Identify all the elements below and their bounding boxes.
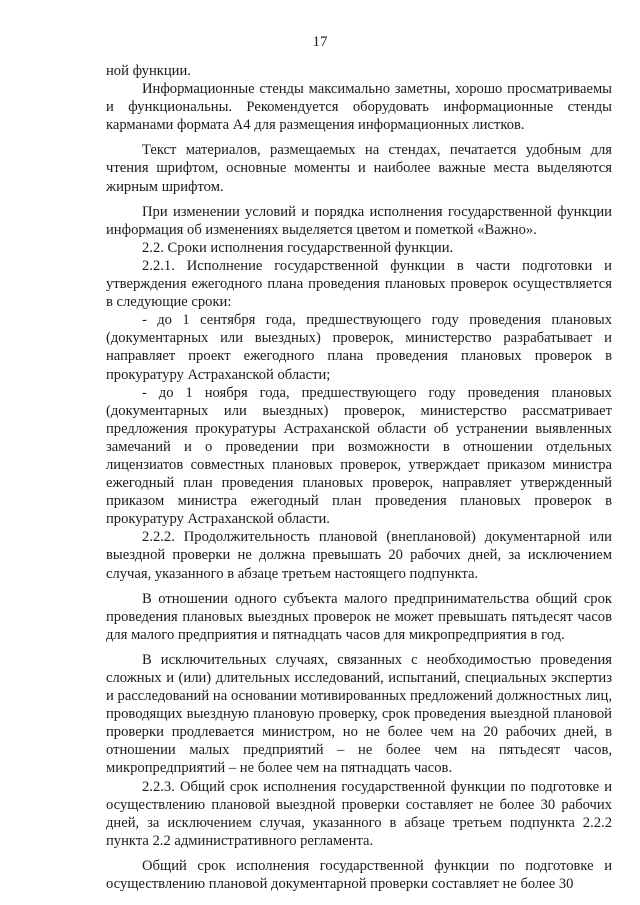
paragraph: В отношении одного субъекта малого предпринимательства общий срок проведения плановых выездных проверок не может превышать пятьдесят часов для малого предприятия и пятнадцать часов для микропредприятия в год.	[106, 590, 612, 643]
paragraph: Общий срок исполнения государственной функции по подготовке и осуществлению плановой документарной проверки составляет не более 30	[106, 857, 612, 893]
paragraph: Информационные стенды максимально заметны, хорошо просматриваемы и функциональны. Рекомендуется оборудовать информационные стенды карманами формата А4 для размещения информационных листков.	[106, 81, 612, 134]
paragraph: В исключительных случаях, связанных с необходимостью проведения сложных и (или) длительных исследований, испытаний, специальных экспертиз и расследований на основании мотивированных предложений должностных лиц, проводящих выездную плановую проверку, срок проведения выездной плановой проверки продлевается министром, но не более чем на 20 рабочих дней, в отношении малых предприятий – не более чем на пятьдесят часов, микропредприятий – не более чем на пятнадцать часов.	[106, 651, 612, 777]
paragraph: - до 1 ноября года, предшествующего году проведения плановых (документарных или выездных) проверок, министерство рассматривает предложения прокуратуры Астраханской области об устранении выявленных замечаний и о проведении при возможности в отношении отдельных лицензиатов совместных плановых проверок, утверждает приказом министра ежегодный план проведения плановых проверок, направляет утвержденный приказом министра ежегодный план проведения плановых проверок в прокуратуру Астраханской области.	[106, 384, 612, 528]
paragraph: 2.2.2. Продолжительность плановой (внеплановой) документарной или выездной проверки не должна превышать 20 рабочих дней, за исключением случая, указанного в абзаце третьем настоящего подпункта.	[106, 529, 612, 582]
paragraph: 2.2.3. Общий срок исполнения государственной функции по подготовке и осуществлению плановой выездной проверки составляет не более 30 рабочих дней, за исключением случая, указанного в абзаце третьем подпункта 2.2.2 пункта 2.2 административного регламента.	[106, 778, 612, 849]
paragraph: - до 1 сентября года, предшествующего году проведения плановых (документарных или выездных) проверок, министерство разрабатывает и направляет проект ежегодного плана проведения плановых проверок в прокуратуру Астраханской области;	[106, 312, 612, 383]
paragraph: ной функции.	[106, 63, 191, 79]
page-number: 17	[312, 34, 328, 50]
paragraph: При изменении условий и порядка исполнения государственной функции информация об изменениях выделяется цветом и пометкой «Важно».	[106, 203, 612, 238]
paragraph: Текст материалов, размещаемых на стендах, печатается удобным для чтения шрифтом, основные моменты и наиболее важные места выделяются жирным шрифтом.	[106, 142, 612, 195]
document-body	[106, 62, 612, 893]
paragraph: 2.2. Сроки исполнения государственной функции.	[142, 239, 454, 256]
paragraph: 2.2.1. Исполнение государственной функции в части подготовки и утверждения ежегодного плана проведения плановых проверок осуществляется в следующие сроки:	[106, 257, 612, 311]
